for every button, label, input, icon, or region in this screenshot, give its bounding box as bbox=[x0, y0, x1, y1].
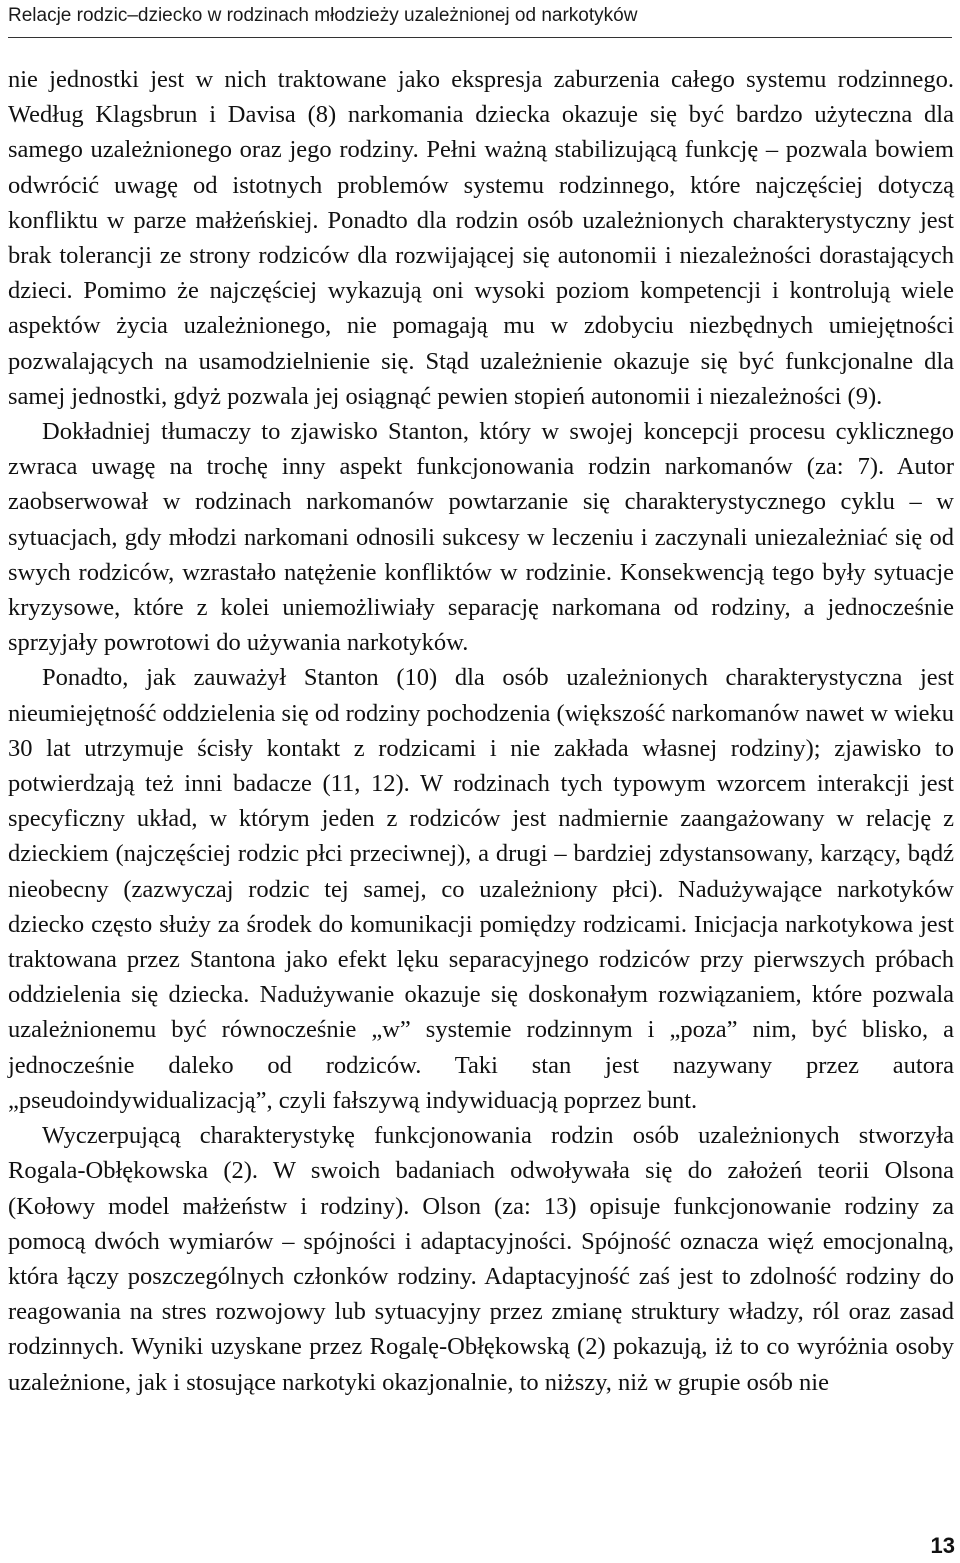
page-number: 13 bbox=[930, 1533, 955, 1558]
paragraph: Wyczerpującą charakterystykę funkcjonowania rodzin osób uzależnionych stworzyła Rogala-Obłękowska (2). W swoich badaniach odwoływała się do założeń teorii Olsona (Kołowy model małżeństw i rodziny). Olson (za: 13) opisuje funkcjonowanie rodziny za pomocą dwóch wymiarów – spójności i adaptacyjności. Spójność oznacza więź emocjonalną, która łączy poszczególnych członków rodziny. Adaptacyjność zaś jest to zdolność rodziny do reagowania na stres rozwojowy lub sytuacyjny przez zmianę struktury władzy, ról oraz zasad rodzinnych. Wyniki uzyskane przez Rogalę-Obłękowską (2) pokazują, iż to co wyróżnia osoby uzależnione, jak i stosujące narkotyki okazjonalnie, to niższy, niż w grupie osób nie bbox=[8, 1122, 954, 1396]
paragraph: nie jednostki jest w nich traktowane jako ekspresja zaburzenia całego systemu rodzinnego. Według Klagsbrun i Davisa (8) narkomania dziecka okazuje się być bardzo użyteczna dla samego uzależnionego oraz jego rodziny. Pełni ważną stabilizującą funkcję – pozwala bowiem odwrócić uwagę od istotnych problemów systemu rodzinnego, które najczęściej dotyczą konfliktu w parze małżeńskiej. Ponadto dla rodzin osób uzależnionych charakterystyczny jest brak tolerancji ze strony rodziców dla rozwijającej się autonomii i niezależności dorastających dzieci. Pomimo że najczęściej wykazują oni wysoki poziom kompetencji i kontrolują wiele aspektów życia uzależnionego, nie pomagają mu w zdobyciu niezbędnych umiejętności pozwalających na usamodzielnienie się. Stąd uzależnienie okazuje się być funkcjonalne dla samej jednostki, gdyż pozwala jej osiągnąć pewien stopień autonomii i niezależności (9). bbox=[8, 66, 954, 410]
header-rule bbox=[8, 37, 952, 38]
running-header: Relacje rodzic–dziecko w rodzinach młodzieży uzależnionej od narkotyków bbox=[8, 5, 638, 26]
paragraph: Dokładniej tłumaczy to zjawisko Stanton, który w swojej koncepcji procesu cyklicznego zwraca uwagę na trochę inny aspekt funkcjonowania rodzin narkomanów (za: 7). Autor zaobserwował w rodzinach narkomanów powtarzanie się charakterystycznego cyklu – w sytuacjach, gdy młodzi narkomani odnosili sukcesy w leczeniu i zaczynali uniezależniać się od swych rodziców, wzrastało natężenie konfliktów w rodzinie. Konsekwencją tego były sytuacje kryzysowe, które z kolei uniemożliwiały separację narkomana od rodziny, a jednocześnie sprzyjały powrotowi do używania narkotyków. bbox=[8, 418, 954, 657]
body-text bbox=[8, 62, 954, 1400]
paragraph: Ponadto, jak zauważył Stanton (10) dla osób uzależnionych charakterystyczna jest nieumiejętność oddzielenia się od rodziny pochodzenia (większość narkomanów nawet w wieku 30 lat utrzymuje ścisły kontakt z rodzicami i nie zakłada własnej rodziny); zjawisko to potwierdzają też inni badacze (11, 12). W rodzinach tych typowym wzorcem interakcji jest specyficzny układ, w którym jeden z rodziców jest nadmiernie zaangażowany w relację z dzieckiem (najczęściej rodzic płci przeciwnej), a drugi – bardziej zdystansowany, karzący, bądź nieobecny (zazwyczaj rodzic tej samej, co uzależniony płci). Nadużywające narkotyków dziecko często służy za środek do komunikacji pomiędzy rodzicami. Inicjacja narkotykowa jest traktowana przez Stantona jako efekt lęku separacyjnego rodziców przy pierwszych próbach oddzielenia się dziecka. Nadużywanie okazuje się doskonałym rozwiązaniem, które pozwala uzależnionemu być równocześnie „w” systemie rodzinnym i „poza” nim, być blisko, a jednocześnie daleko od rodziców. Taki stan jest nazywany przez autora „pseudoindywidualizacją”, czyli fałszywą indywiduacją poprzez bunt. bbox=[8, 664, 954, 1114]
